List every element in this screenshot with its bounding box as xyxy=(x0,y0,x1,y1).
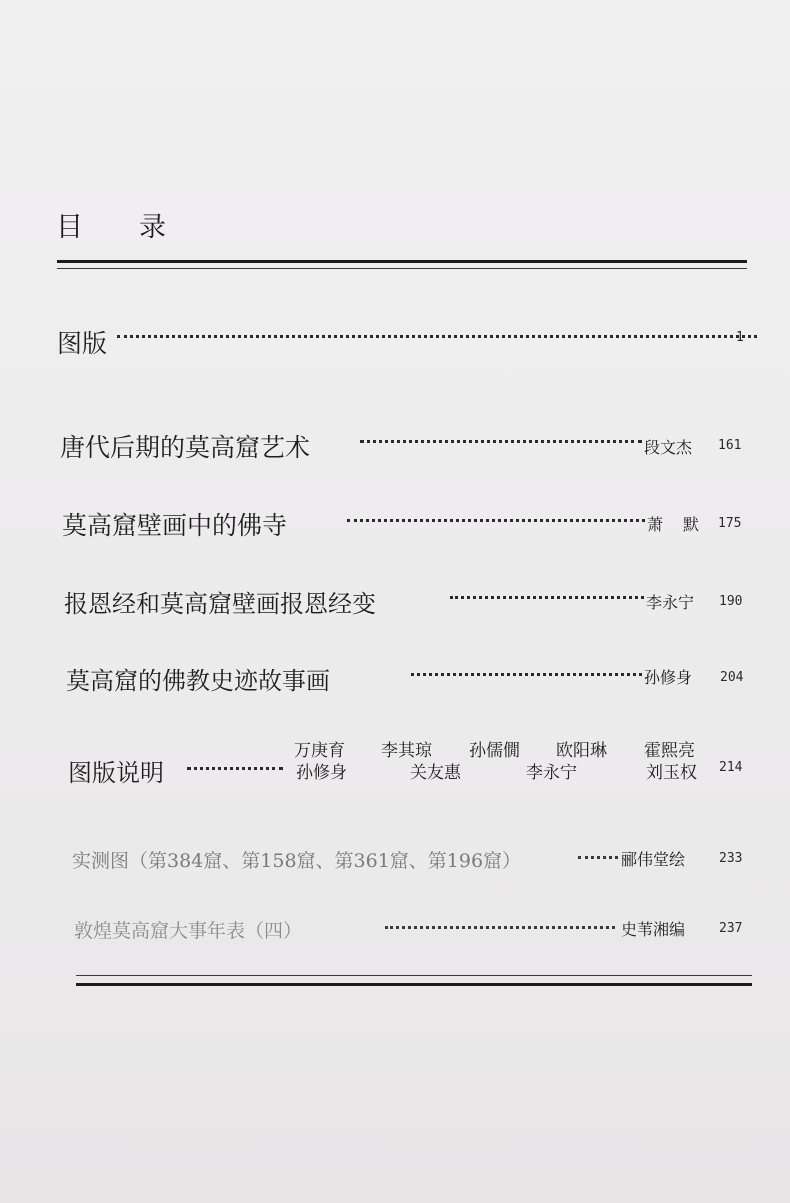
entry-author: 孙修身 xyxy=(296,763,347,783)
entry-page-number: 161 xyxy=(718,438,742,453)
toc-entry-historical-stories[interactable] xyxy=(66,658,766,698)
leader-dots xyxy=(117,335,757,338)
leader-dots xyxy=(578,856,618,859)
toc-entry-baoen-sutra[interactable] xyxy=(64,581,764,621)
entry-title: 图版说明 xyxy=(68,759,164,787)
entry-author: 霍熙亮 xyxy=(644,741,695,761)
entry-author: 孙修身 xyxy=(644,668,693,687)
entry-author: 刘玉权 xyxy=(646,763,697,783)
top-rule-thick xyxy=(57,260,747,263)
bottom-rule-thick xyxy=(76,983,752,986)
entry-page-number: 175 xyxy=(718,516,742,531)
top-rule-thin xyxy=(57,268,747,269)
entry-author: 李永宁 xyxy=(526,763,577,783)
authors-row-2 xyxy=(294,762,714,784)
toc-entry-survey-drawings[interactable] xyxy=(72,843,772,877)
entry-page-number: 1 xyxy=(736,330,744,345)
entry-author: 李永宁 xyxy=(646,593,695,612)
leader-dots xyxy=(187,767,283,770)
entry-author: 欧阳琳 xyxy=(556,741,607,761)
toc-entry-late-tang-art[interactable] xyxy=(60,425,760,465)
entry-author: 萧 默 xyxy=(647,515,700,534)
leader-dots xyxy=(347,519,645,522)
page-title xyxy=(56,205,166,244)
leader-dots xyxy=(360,440,642,443)
toc-entry-buddhist-temples[interactable] xyxy=(62,503,762,543)
title-char-1: 目 xyxy=(56,212,83,243)
entry-author: 段文杰 xyxy=(644,438,693,457)
entry-title: 敦煌莫高窟大事年表（四） xyxy=(74,920,303,942)
entry-author: 史苇湘编 xyxy=(621,920,686,939)
entry-title: 莫高窟壁画中的佛寺 xyxy=(62,511,288,540)
leader-dots xyxy=(450,596,644,599)
entry-title: 莫高窟的佛教史迹故事画 xyxy=(66,667,330,695)
entry-page-number: 214 xyxy=(719,760,743,775)
entry-authors xyxy=(294,740,714,784)
bottom-rule-thin xyxy=(76,975,752,976)
leader-dots xyxy=(385,926,615,929)
entry-title: 唐代后期的莫高窟艺术 xyxy=(60,433,311,462)
authors-row-1 xyxy=(294,740,714,762)
entry-title: 报恩经和莫高窟壁画报恩经变 xyxy=(64,590,376,618)
toc-entry-plates[interactable] xyxy=(57,320,757,360)
entry-author: 关友惠 xyxy=(410,763,461,783)
entry-author: 孙儒僩 xyxy=(469,741,520,761)
title-char-2: 录 xyxy=(139,212,166,243)
entry-author: 李其琼 xyxy=(381,741,432,761)
entry-page-number: 204 xyxy=(720,670,744,685)
entry-page-number: 190 xyxy=(719,594,743,609)
entry-page-number: 237 xyxy=(719,921,743,936)
entry-title: 实测图（第384窟、第158窟、第361窟、第196窟） xyxy=(72,850,522,872)
toc-entry-chronology[interactable] xyxy=(74,913,774,947)
toc-entry-plate-notes[interactable] xyxy=(68,740,768,800)
entry-title: 图版 xyxy=(57,329,108,358)
leader-dots xyxy=(411,673,642,676)
entry-page-number: 233 xyxy=(719,851,743,866)
entry-author: 万庚育 xyxy=(294,741,345,761)
entry-author: 郦伟堂绘 xyxy=(621,850,686,869)
